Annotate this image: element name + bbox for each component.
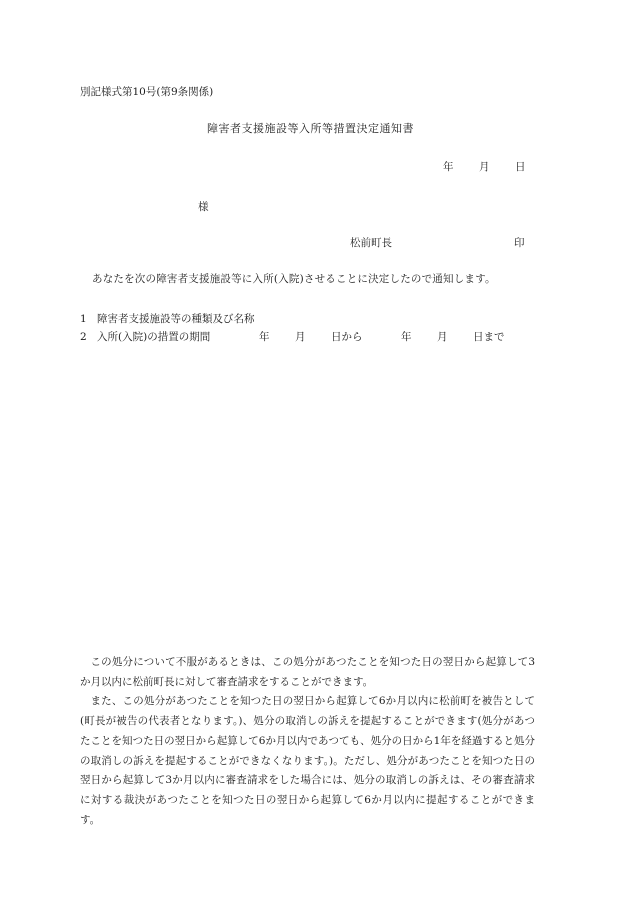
from-year: 年 bbox=[259, 331, 270, 343]
item-label: 障害者支援施設等の種類及び名称 bbox=[97, 313, 255, 325]
addressee-suffix: 様 bbox=[198, 201, 209, 213]
item-number: 2 bbox=[80, 331, 87, 343]
item-facility-type bbox=[80, 312, 255, 326]
appeal-notice bbox=[80, 653, 535, 830]
intro-text: あなたを次の障害者支援施設等に入所(入院)させることに決定したので通知します。 bbox=[92, 273, 496, 285]
to-day: 日まで bbox=[473, 331, 505, 343]
issuer-name: 松前町長 bbox=[350, 237, 392, 249]
form-number: 別記様式第10号(第9条関係) bbox=[80, 86, 214, 98]
item-label: 入所(入院)の措置の期間 bbox=[97, 331, 211, 343]
seal-mark: 印 bbox=[514, 237, 525, 249]
item-number: 1 bbox=[80, 313, 87, 325]
date-month: 月 bbox=[479, 161, 490, 173]
notice-paragraph: また、この処分があつたことを知つた日の翌日から起算して6か月以内に松前町を被告として(町長が被告の代表者となります。)、処分の取消しの訴えを提起することができます(処分があつたことを知つた日の翌日から起算して6か月以内であつても、処分の日から1年を経過すると処分の取消しの訴えを提起することができなくなります。)。ただし、処分があつたことを知つた日の翌日から起算して3か月以内に審査請求をした場合には、処分の取消しの訴えは、その審査請求に対する裁決があつたことを知つた日の翌日から起算して6か月以内に提起することができます。 bbox=[80, 695, 535, 826]
to-month: 月 bbox=[437, 331, 448, 343]
notice-paragraph: この処分について不服があるときは、この処分があつたことを知つた日の翌日から起算して3か月以内に松前町長に対して審査請求をすることができます。 bbox=[80, 656, 535, 688]
from-day: 日から bbox=[331, 331, 363, 343]
date-day: 日 bbox=[515, 161, 526, 173]
item-admission-period bbox=[80, 330, 505, 344]
to-year: 年 bbox=[401, 331, 412, 343]
document-title: 障害者支援施設等入所等措置決定通知書 bbox=[207, 122, 414, 135]
date-line bbox=[443, 160, 526, 174]
from-month: 月 bbox=[295, 331, 306, 343]
date-year: 年 bbox=[443, 161, 454, 173]
